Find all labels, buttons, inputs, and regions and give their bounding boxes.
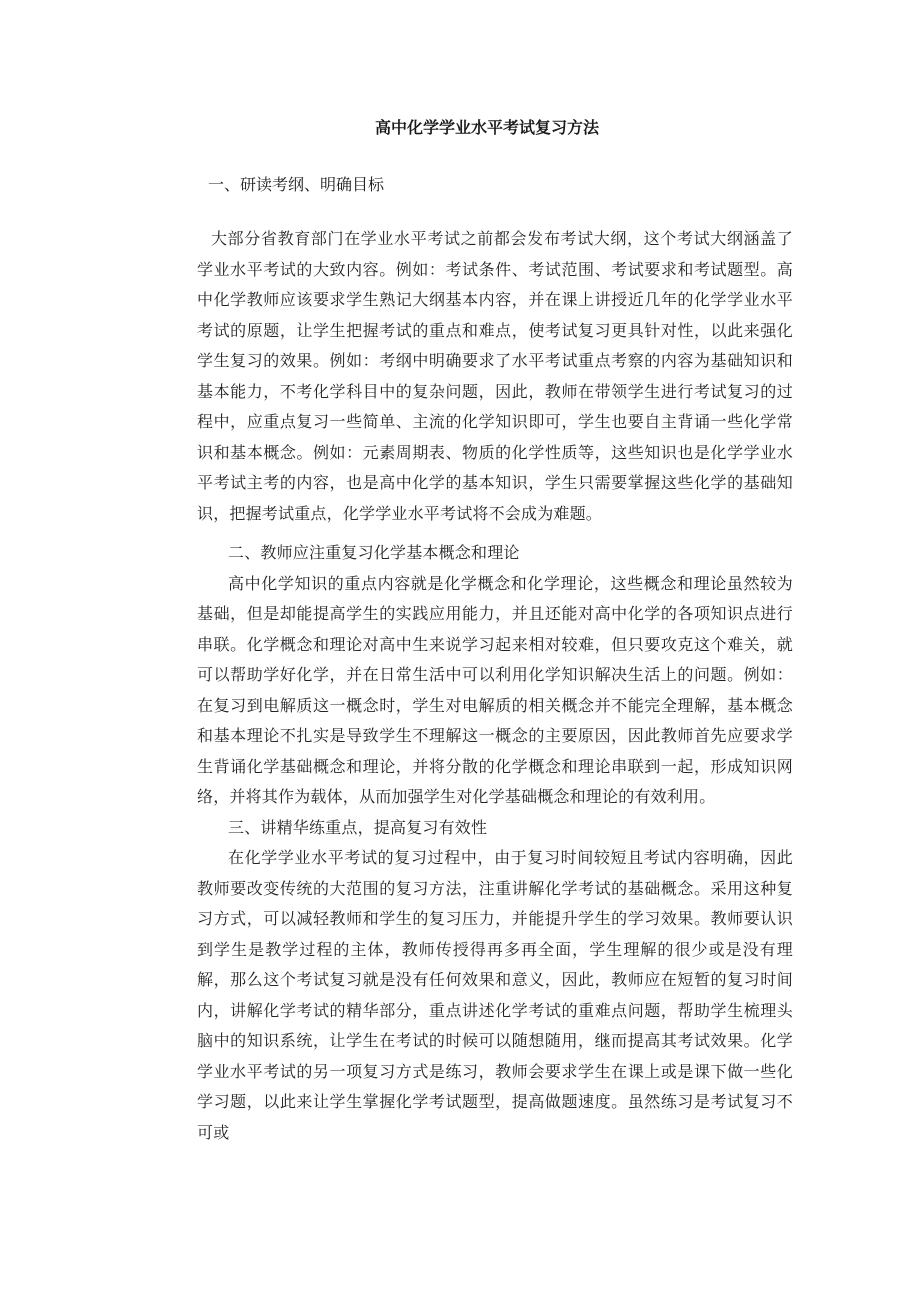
section-2-heading: 二、教师应注重复习化学基本概念和理论 (228, 543, 520, 562)
section-3-heading: 三、讲精华练重点，提高复习有效性 (228, 817, 488, 837)
sections-2-3-body (197, 538, 793, 1148)
section-1-paragraph: 大部分省教育部门在学业水平考试之前都会发布考试大纲，这个考试大纲涵盖了学业水平考试的大致内容。例如：考试条件、考试范围、考试要求和考试题型。高中化学教师应该要求学生熟记大纲基本内容，并在课上讲授近几年的化学学业水平考试的原题，让学生把握考试的重点和难点，使考试复习更具针对性，以此来强化学生复习的效果。例如：考纲中明确要求了水平考试重点考察的内容为基础知识和基本能力，不考化学科目中的复杂问题，因此，教师在带领学生进行考试复习的过程中，应重点复习一些简单、主流的化学知识即可，学生也要自主背诵一些化学常识和基本概念。例如：元素周期表、物质的化学性质等，这些知识也是化学学业水平考试主考的内容，也是高中化学的基本知识，学生只需要掌握这些化学的基础知识，把握考试重点，化学学业水平考试将不会成为难题。 (197, 229, 793, 523)
document-title: 高中化学学业水平考试复习方法 (374, 118, 599, 137)
section-1-body (197, 224, 793, 529)
section-3-paragraph: 在化学学业水平考试的复习过程中，由于复习时间较短且考试内容明确，因此教师要改变传统的大范围的复习方法，注重讲解化学考试的基础概念。采用这种复习方式，可以减轻教师和学生的复习压力，并能提升学生的学习效果。教师要认识到学生是教学过程的主体，教师传授得再多再全面，学生理解的很少或是没有理解，那么这个考试复习就是没有任何效果和意义，因此，教师应在短暂的复习时间内，讲解化学考试的精华部分，重点讲述化学考试的重难点问题，帮助学生梳理头脑中的知识系统，让学生在考试的时候可以随想随用，继而提高其考试效果。化学学业水平考试的另一项复习方式是练习，教师会要求学生在课上或是课下做一些化学习题，以此来让学生掌握化学考试题型，提高做题速度。虽然练习是考试复习不可或 (197, 848, 793, 1142)
section-1-heading: 一、研读考纲、明确目标 (208, 175, 385, 194)
section-2-paragraph: 高中化学知识的重点内容就是化学概念和化学理论，这些概念和理论虽然较为基础，但是却能提高学生的实践应用能力，并且还能对高中化学的各项知识点进行串联。化学概念和理论对高中生来说学习起来相对较难，但只要攻克这个难关，就可以帮助学好化学，并在日常生活中可以利用化学知识解决生活上的问题。例如：在复习到电解质这一概念时，学生对电解质的相关概念并不能完全理解，基本概念和基本理论不扎实是导致学生不理解这一概念的主要原因，因此教师首先应要求学生背诵化学基础概念和理论，并将分散的化学概念和理论串联到一起，形成知识网络，并将其作为载体，从而加强学生对化学基础概念和理论的有效利用。 (197, 573, 793, 806)
